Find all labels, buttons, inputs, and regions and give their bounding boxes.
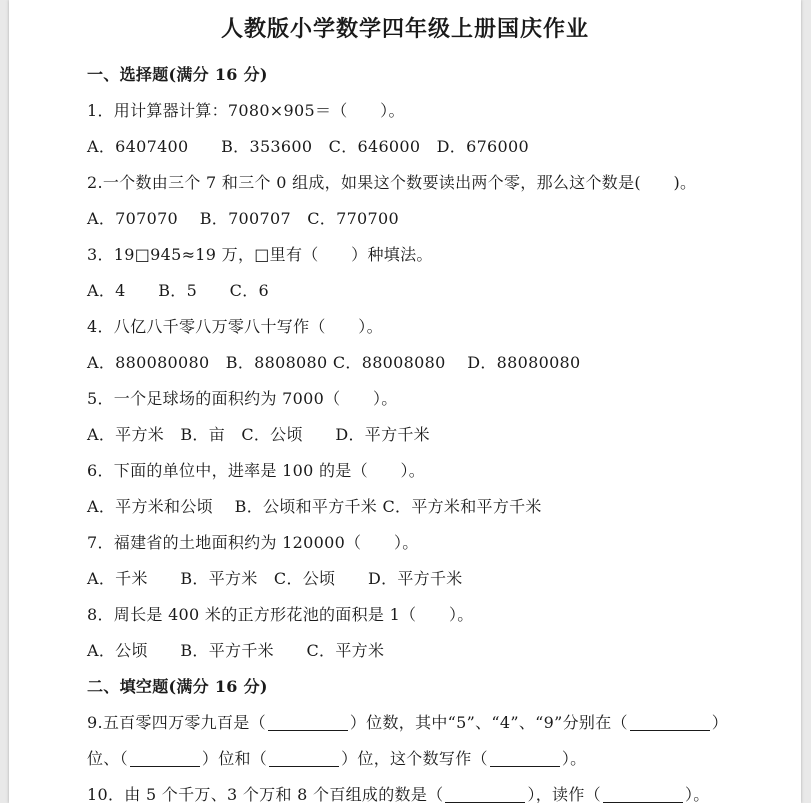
question-10-text-a: 10．由 5 个千万、3 个万和 8 个百组成的数是（	[87, 785, 444, 803]
question-9-text-a: 9.五百零四万零九百是（	[87, 713, 266, 732]
question-3: 3．19□945≈19 万，□里有（ ）种填法。	[87, 245, 433, 264]
answer-options-7: A．千米 B．平方米 C．公顷 D．平方千米	[87, 569, 463, 588]
answer-blank[interactable]	[130, 750, 200, 767]
document-page	[9, 0, 801, 803]
document-title: 人教版小学数学四年级上册国庆作业	[220, 16, 589, 42]
answer-options-1: A．6407400 B．353600 C．646000 D．676000	[87, 137, 529, 156]
answer-blank[interactable]	[445, 786, 525, 803]
answer-options-2: A．707070 B．700707 C．770700	[87, 209, 399, 228]
question-9-text-g: ）。	[561, 749, 587, 768]
section-heading-fill: 二、填空题(满分 16 分)	[87, 677, 268, 696]
answer-options-4: A．880080080 B．8808080 C．88008080 D．88080080	[87, 353, 581, 372]
question-9-line-1	[87, 710, 791, 733]
question-9-text-d: 位、（	[87, 749, 128, 768]
answer-options-6: A．平方米和公顷 B．公顷和平方千米 C．平方米和平方千米	[87, 497, 542, 516]
question-7: 7．福建省的土地面积约为 120000（ ）。	[87, 533, 419, 552]
question-5: 5．一个足球场的面积约为 7000（ ）。	[87, 389, 398, 408]
answer-options-5: A．平方米 B．亩 C．公顷 D．平方千米	[87, 425, 430, 444]
question-10	[87, 782, 791, 803]
answer-blank[interactable]	[490, 750, 560, 767]
answer-options-8: A．公顷 B．平方千米 C．平方米	[87, 641, 385, 660]
answer-blank[interactable]	[268, 714, 348, 731]
question-9-text-f: ）位，这个数写作（	[341, 749, 488, 768]
question-4: 4．八亿八千零八万零八十写作（ ）。	[87, 317, 383, 336]
question-10-text-c: ）。	[684, 785, 710, 803]
answer-blank[interactable]	[269, 750, 339, 767]
answer-blank[interactable]	[630, 714, 710, 731]
question-9-text-c: ）	[711, 713, 729, 732]
answer-options-3: A．4 B．5 C．6	[87, 281, 269, 300]
question-10-text-b: ），读作（	[527, 785, 601, 803]
question-6: 6．下面的单位中，进率是 100 的是（ ）。	[87, 461, 426, 480]
answer-blank[interactable]	[603, 786, 683, 803]
question-9-text-b: ）位数，其中“5”、“4”、“9”分别在（	[349, 713, 628, 732]
question-1: 1．用计算器计算：7080×905＝（ ）。	[87, 101, 405, 120]
question-9-line-2	[87, 746, 791, 769]
question-9-text-e: ）位和（	[201, 749, 268, 768]
question-2: 2.一个数由三个 7 和三个 0 组成，如果这个数要读出两个零，那么这个数是( )。	[87, 173, 697, 192]
question-8: 8．周长是 400 米的正方形花池的面积是 1（ ）。	[87, 605, 474, 624]
section-heading-choice: 一、选择题(满分 16 分)	[87, 65, 268, 84]
